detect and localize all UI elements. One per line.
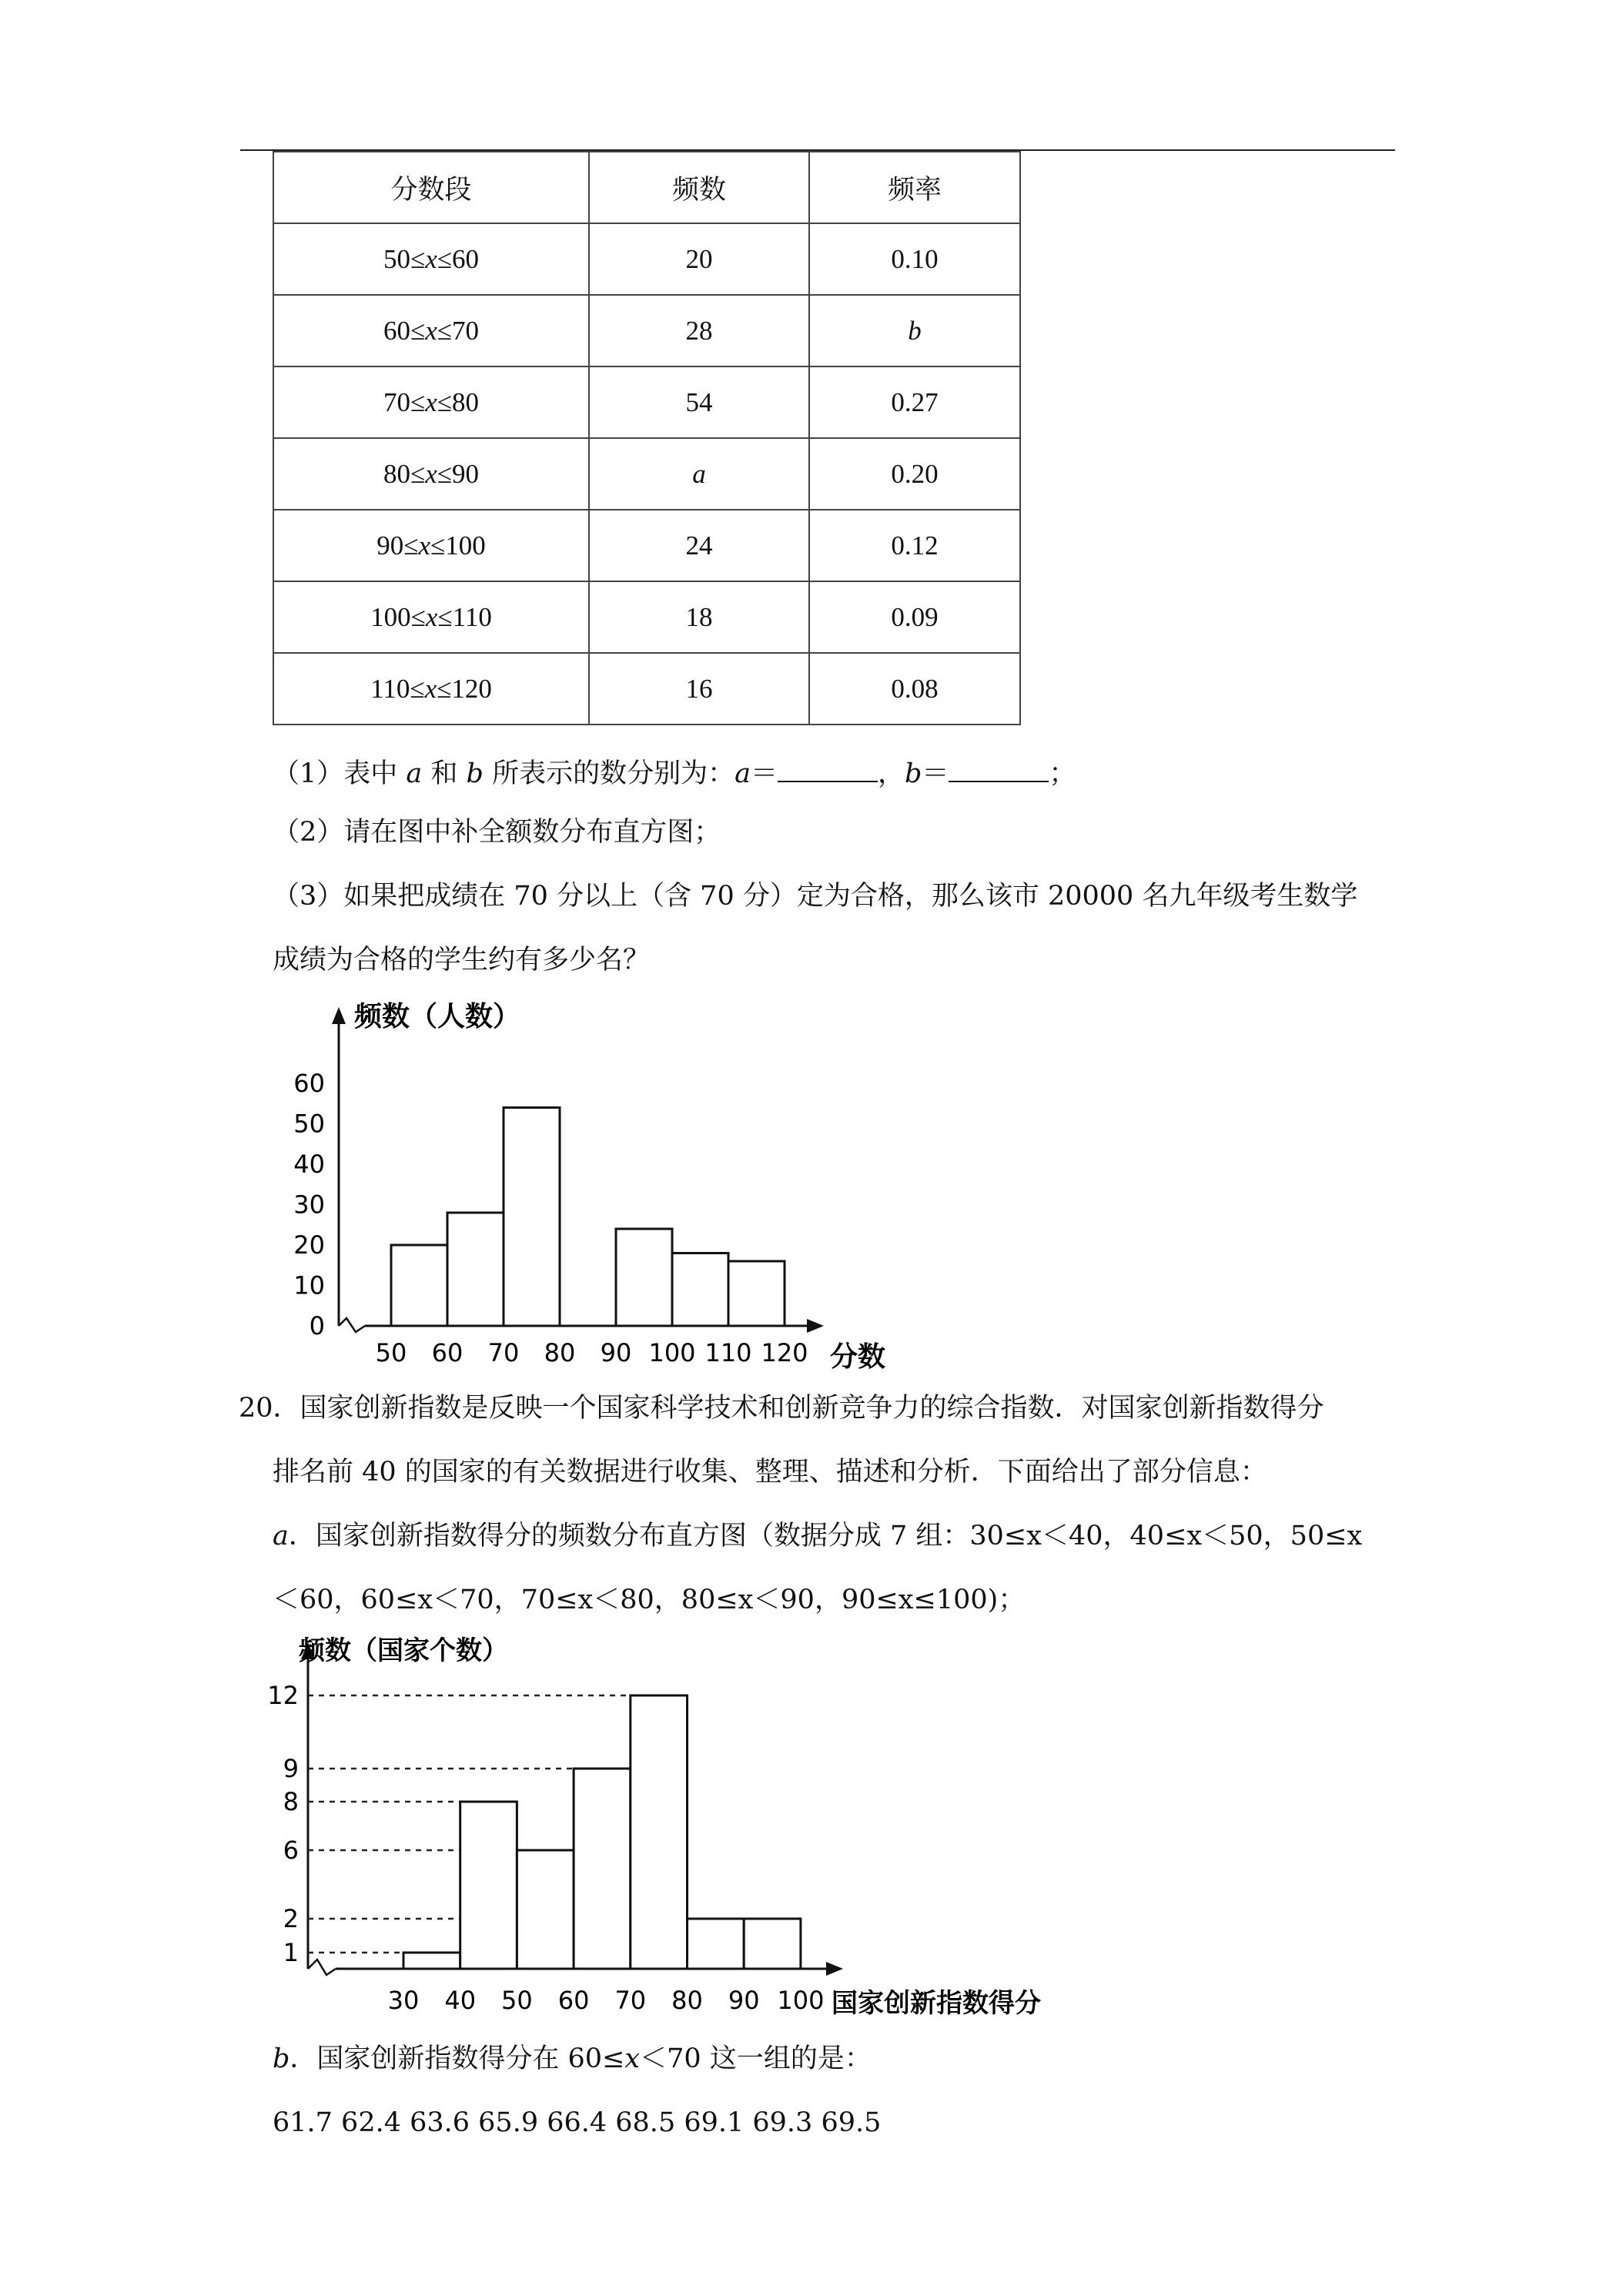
freq-cell: 0.10 (809, 223, 1020, 295)
histogram-bar (517, 1850, 574, 1969)
x-axis-label: 分数 (830, 1341, 886, 1373)
count-cell: 24 (589, 510, 809, 581)
freq-cell: 0.08 (809, 653, 1020, 725)
axis-break-icon (308, 1960, 336, 1975)
y-tick-label: 50 (293, 1109, 325, 1139)
x-tick-label: 60 (557, 1986, 590, 2015)
x-tick-label: 30 (387, 1986, 420, 2015)
histogram-bar (403, 1953, 460, 1969)
problem-20-a-line-1: a．国家创新指数得分的频数分布直方图（数据分成 7 组：30≤x＜40，40≤x＜50，50≤x (273, 1521, 1363, 1551)
table-row (273, 510, 1020, 581)
question-1: （1）表中 a 和 b 所表示的数分别为：a＝ ，b＝ ； (273, 758, 1076, 789)
histogram-bar (688, 1919, 745, 1969)
x-tick-label: 80 (544, 1338, 576, 1367)
count-cell: 18 (589, 581, 809, 653)
problem-20-line-2: 排名前 40 的国家的有关数据进行收集、整理、描述和分析．下面给出了部分信息： (273, 1457, 1267, 1488)
histogram-bar (574, 1769, 631, 1969)
y-tick-label: 10 (293, 1270, 325, 1300)
x-tick-label: 100 (648, 1338, 696, 1367)
range-cell: 100≤x≤110 (273, 581, 589, 653)
range-cell: 90≤x≤100 (273, 510, 589, 581)
x-tick-label: 110 (704, 1338, 752, 1367)
y-tick-label: 6 (283, 1836, 299, 1865)
question-3-line-1: （3）如果把成绩在 70 分以上（含 70 分）定为合格，那么该市 20000 名九年级考生数学 (273, 881, 1358, 912)
y-axis-arrow (332, 1007, 346, 1024)
x-tick-label: 50 (501, 1986, 533, 2015)
problem-20-line-1: 20．国家创新指数是反映一个国家科学技术和创新竞争力的综合指数．对国家创新指数得分 (239, 1393, 1324, 1424)
x-tick-label: 90 (600, 1338, 632, 1367)
count-cell: 16 (589, 653, 809, 725)
x-tick-label: 70 (487, 1338, 520, 1367)
histogram-bar (672, 1253, 728, 1327)
histogram-bar (504, 1108, 560, 1327)
table-row (273, 223, 1020, 295)
x-tick-label: 120 (761, 1338, 808, 1367)
freq-cell: 0.09 (809, 581, 1020, 653)
y-tick-label: 1 (283, 1938, 299, 1967)
y-tick-label: 0 (309, 1311, 325, 1340)
answer-blank[interactable] (778, 758, 878, 782)
x-tick-label: 70 (614, 1986, 647, 2015)
freq-cell: 0.27 (809, 366, 1020, 438)
x-axis-arrow (807, 1319, 824, 1333)
x-tick-label: 100 (777, 1986, 825, 2015)
y-tick-label: 20 (293, 1230, 325, 1260)
y-tick-label: 12 (267, 1681, 299, 1710)
y-tick-label: 30 (293, 1190, 325, 1220)
y-axis-label: 频数（国家个数） (299, 1635, 508, 1666)
x-tick-label: 80 (671, 1986, 703, 2015)
y-tick-label: 9 (283, 1754, 299, 1783)
frequency-table (273, 151, 1021, 725)
table-header-cell: 分数段 (273, 152, 589, 223)
table-row (273, 295, 1020, 366)
table-row (273, 653, 1020, 725)
freq-cell: 0.20 (809, 438, 1020, 510)
problem-20-a-line-2: ＜60，60≤x＜70，70≤x＜80，80≤x＜90，90≤x≤100)； (273, 1585, 1026, 1615)
score-histogram (262, 993, 893, 1394)
axis-break-icon (339, 1318, 365, 1332)
y-tick-label: 8 (283, 1787, 299, 1816)
table-header-row (273, 152, 1020, 223)
count-cell: 20 (589, 223, 809, 295)
table-header-cell: 频数 (589, 152, 809, 223)
x-axis-label: 国家创新指数得分 (832, 1988, 1041, 2019)
count-cell: 54 (589, 366, 809, 438)
range-cell: 50≤x≤60 (273, 223, 589, 295)
histogram-bar (460, 1802, 517, 1969)
y-tick-label: 60 (293, 1069, 325, 1098)
freq-cell: b (809, 295, 1020, 366)
histogram-bar (631, 1695, 688, 1969)
x-tick-label: 40 (444, 1986, 477, 2015)
range-cell: 110≤x≤120 (273, 653, 589, 725)
histogram-bar (744, 1919, 801, 1969)
range-cell: 60≤x≤70 (273, 295, 589, 366)
range-cell: 70≤x≤80 (273, 366, 589, 438)
question-2: （2）请在图中补全额数分布直方图； (273, 817, 721, 848)
question-3-line-2: 成绩为合格的学生约有多少名？ (273, 945, 651, 976)
x-axis-arrow (826, 1962, 843, 1976)
x-tick-label: 90 (728, 1986, 760, 2015)
freq-cell: 0.12 (809, 510, 1020, 581)
count-cell: 28 (589, 295, 809, 366)
table-row (273, 581, 1020, 653)
table-row (273, 366, 1020, 438)
y-tick-label: 40 (293, 1150, 325, 1179)
problem-20-b-values: 61.7 62.4 63.6 65.9 66.4 68.5 69.1 69.3 69.5 (273, 2107, 882, 2138)
histogram-bar (616, 1229, 672, 1326)
table-header-cell: 频率 (809, 152, 1020, 223)
count-cell: a (589, 438, 809, 510)
x-tick-label: 60 (431, 1338, 463, 1367)
y-tick-label: 2 (283, 1904, 299, 1933)
table-row (273, 438, 1020, 510)
y-axis-label: 频数（人数） (354, 1001, 521, 1033)
histogram-bar (391, 1245, 447, 1326)
answer-blank[interactable] (949, 758, 1049, 782)
x-tick-label: 50 (375, 1338, 407, 1367)
problem-20-b: b．国家创新指数得分在 60≤x＜70 这一组的是： (273, 2043, 872, 2074)
histogram-bar (728, 1261, 785, 1326)
range-cell: 80≤x≤90 (273, 438, 589, 510)
innovation-histogram (262, 1628, 1124, 2029)
histogram-bar (447, 1213, 504, 1326)
